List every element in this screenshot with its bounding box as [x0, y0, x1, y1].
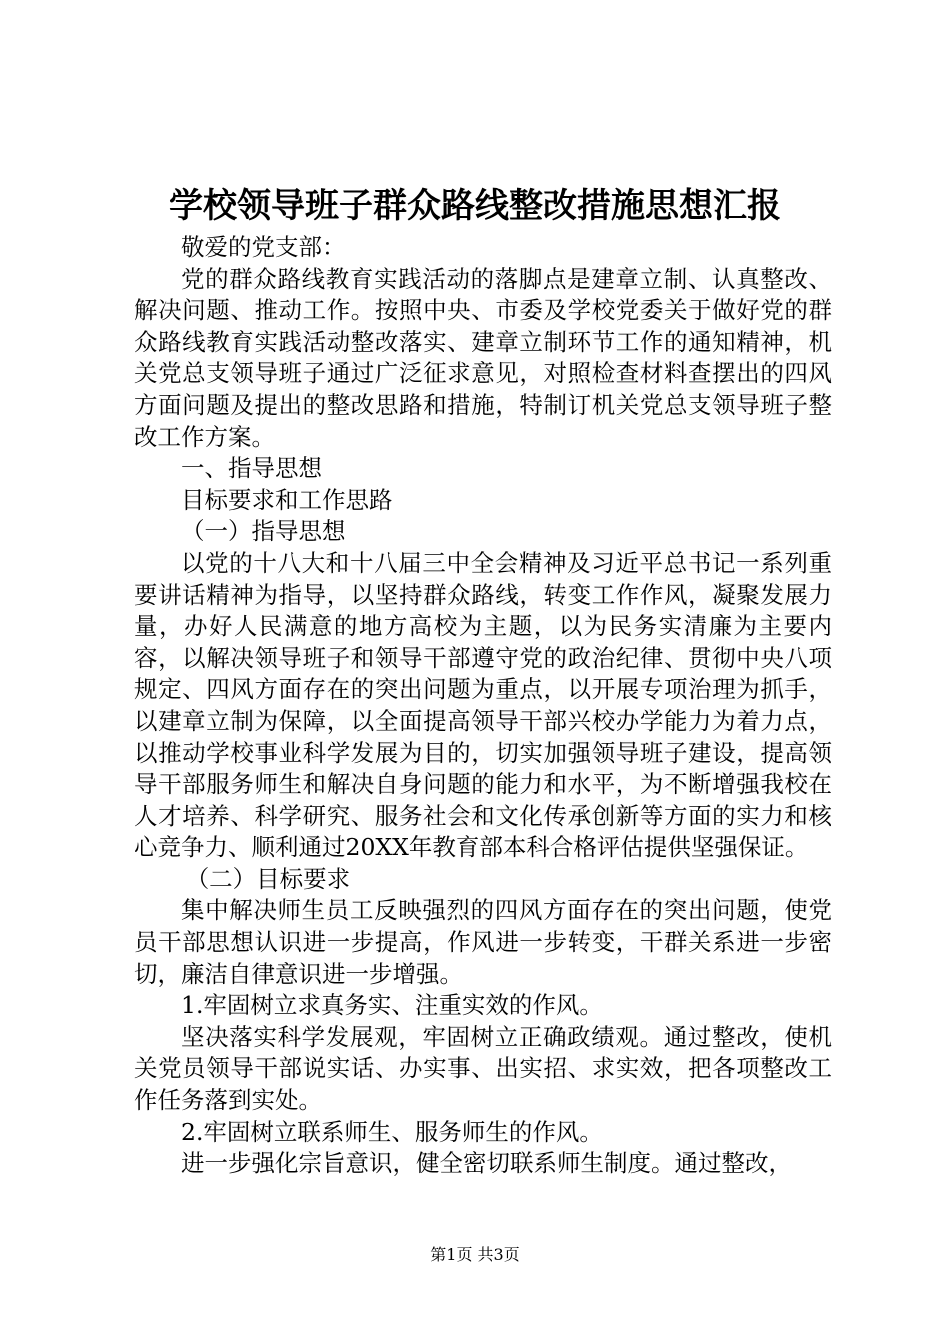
section-subheading: 目标要求和工作思路 [181, 485, 393, 514]
paragraph-goals: 集中解决师生员工反映强烈的四风方面存在的突出问题，使党员干部思想认识进一步提高，作风进一步转变，干群关系进一步密切，廉洁自律意识进一步增强。 [134, 896, 832, 988]
salutation: 敬爱的党支部： [181, 233, 346, 261]
subsection-heading-2: （二）目标要求 [185, 864, 351, 893]
document-title: 学校领导班子群众路线整改措施思想汇报 [169, 186, 781, 226]
paragraph-item-2: 进一步强化宗旨意识，健全密切联系师生制度。通过整改， [181, 1149, 792, 1178]
document-body [134, 232, 832, 1180]
page-footer: 第1页 共3页 [430, 1245, 520, 1264]
list-item-1-heading: 1.牢固树立求真务实、注重实效的作风。 [181, 991, 603, 1020]
subsection-heading-1: （一）指导思想 [181, 517, 346, 546]
paragraph-intro: 党的群众路线教育实践活动的落脚点是建章立制、认真整改、解决问题、推动工作。按照中央、市委及学校党委关于做好党的群众路线教育实践活动整改落实、建章立制环节工作的通知精神，机关党总支领导班子通过广泛征求意见，对照检查材料查摆出的四风方面问题及提出的整改思路和措施，特制订机关党总支领导班子整改工作方案。 [134, 264, 832, 451]
paragraph-guiding-thought: 以党的十八大和十八届三中全会精神及习近平总书记一系列重要讲话精神为指导，以坚持群众路线，转变工作作风，凝聚发展力量，办好人民满意的地方高校为主题，以为民务实清廉为主要内容，以解决领导班子和领导干部遵守党的政治纪律、贯彻中央八项规定、四风方面存在的突出问题为重点，以开展专项治理为抓手，以建章立制为保障，以全面提高领导干部兴校办学能力为着力点，以推动学校事业科学发展为目的，切实加强领导班子建设，提高领导干部服务师生和解决自身问题的能力和水平，为不断增强我校在人才培养、科学研究、服务社会和文化传承创新等方面的实力和核心竞争力、顺利通过20XX年教育部本科合格评估提供坚强保证。 [134, 548, 832, 862]
section-heading-1: 一、指导思想 [181, 454, 322, 483]
paragraph-item-1: 坚决落实科学发展观，牢固树立正确政绩观。通过整改，使机关党员领导干部说实话、办实事、出实招、求实效，把各项整改工作任务落到实处。 [134, 1022, 832, 1115]
list-item-2-heading: 2.牢固树立联系师生、服务师生的作风。 [181, 1117, 603, 1146]
